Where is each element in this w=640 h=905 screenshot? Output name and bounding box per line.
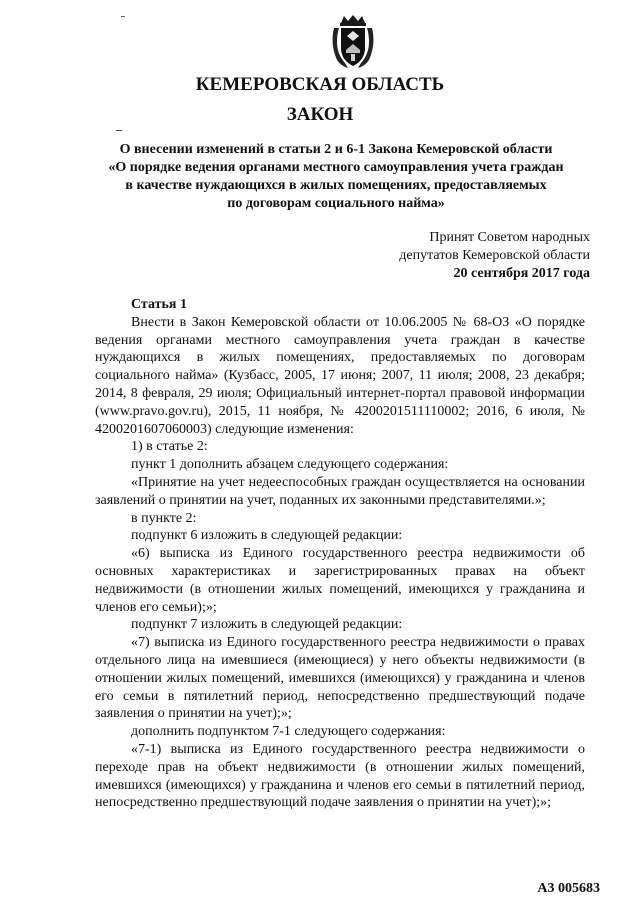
region-name: КЕМЕРОВСКАЯ ОБЛАСТЬ: [195, 74, 445, 95]
paragraph: «7-1) выписка из Единого государственного реестра недвижимости о переходе прав на объект недвижимости (в отношении жилых помещений, имевшихся (имеющихся) у гражданина и членов его семьи в пятилетний период, непосредственно предшествующий подаче заявления о принятии на учет);»;: [95, 741, 585, 811]
paragraph: «7) выписка из Единого государственного реестра недвижимости о правах отдельного лица на имевшиеся (имеющиеся) у него объекты недвижимости (в отношении жилых помещений, имевшихся (имеющихся) у гражданина и членов его семьи в пятилетний период, непосредственно предшествующий подаче заявления о принятии на учет);»;: [95, 635, 585, 722]
paragraph: в пункте 2:: [131, 510, 197, 526]
adoption-line: депутатов Кемеровской области: [399, 248, 590, 263]
paragraph: 1) в статье 2:: [131, 439, 208, 455]
paragraph: Внести в Закон Кемеровской области от 10.06.2005 № 68-ОЗ «О порядке ведения органами местного самоуправления учета граждан в качестве нуждающихся в жилых помещениях, предоставляемых по договорам социального найма» (Кузбасс, 2005, 17 июня; 2007, 11 июля; 2008, 23 декабря; 2014, 8 февраля, 29 июля; Официальный интернет-портал правовой информации (www.pravo.gov.ru), 2015, 11 ноября, № 4200201511110002; 2016, 6 июля, № 4200201607060003) следующие изменения:: [95, 314, 585, 437]
paragraph: подпункт 6 изложить в следующей редакции:: [131, 528, 403, 544]
scan-speck: [121, 16, 125, 17]
serial-stamp: А3 005683: [537, 881, 600, 896]
law-title-line: «О порядке ведения органами местного самоуправления учета граждан: [108, 160, 564, 175]
adoption-date: 20 сентября 2017 года: [453, 266, 590, 281]
adoption-line: Принят Советом народных: [429, 230, 590, 245]
document-type: ЗАКОН: [286, 104, 354, 125]
adoption-block: [399, 229, 590, 283]
law-title-line: по договорам социального найма»: [227, 196, 445, 211]
paragraph: «6) выписка из Единого государственного реестра недвижимости об основных характеристиках и зарегистрированных правах на объект недвижимости (в отношении жилых помещений, имеющихся у гражданина и членов его семьи);»;: [95, 546, 585, 615]
paragraph: дополнить подпунктом 7-1 следующего содержания:: [131, 724, 446, 740]
scan-speck: [116, 130, 122, 131]
law-title-line: в качестве нуждающихся в жилых помещениях, предоставляемых: [125, 178, 547, 193]
paragraph: пункт 1 дополнить абзацем следующего содержания:: [131, 457, 449, 473]
paragraph: «Принятие на учет недееспособных граждан осуществляется на основании заявлений о принятии на учет, поданных их законными представителями.»;: [95, 474, 585, 508]
coat-of-arms-icon: [328, 14, 378, 70]
document-body: [95, 296, 585, 812]
law-title: [80, 141, 592, 213]
paragraph: подпункт 7 изложить в следующей редакции:: [131, 617, 403, 633]
law-title-line: О внесении изменений в статьи 2 и 6-1 Закона Кемеровской области: [119, 142, 553, 157]
article-heading: Статья 1: [131, 297, 187, 312]
